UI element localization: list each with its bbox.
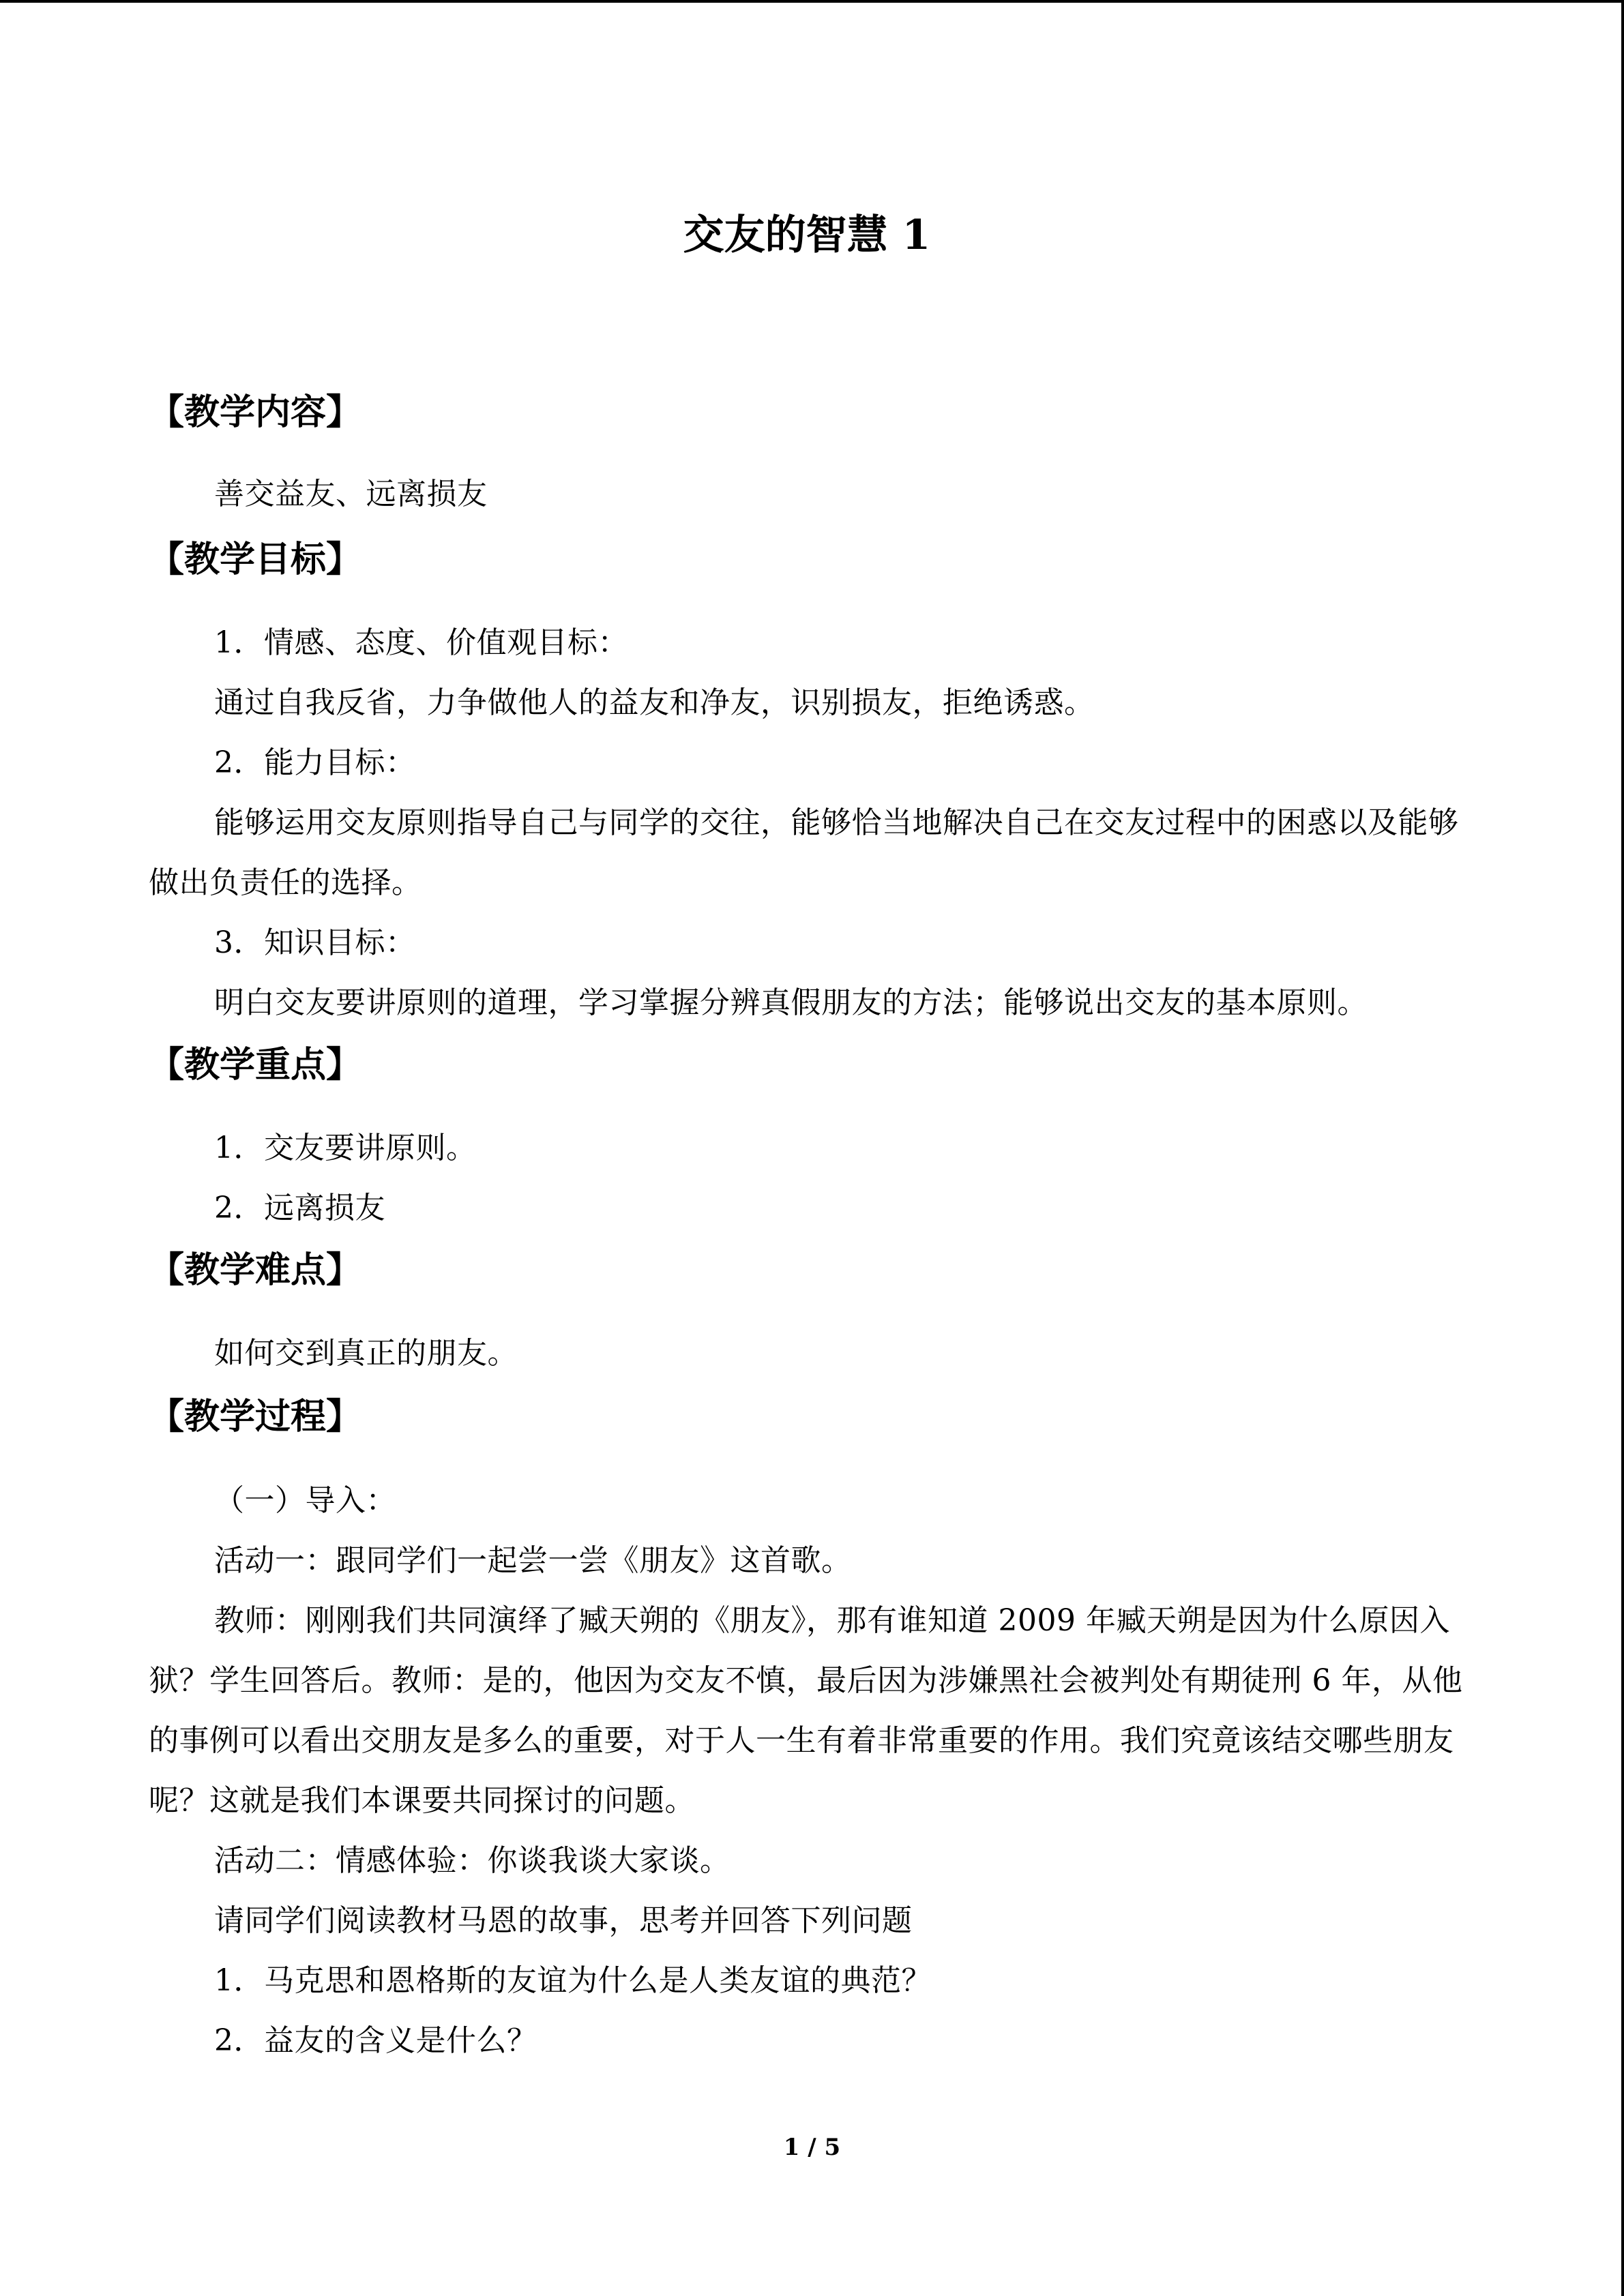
section-paragraph: 1．情感、态度、价值观目标： <box>214 625 628 660</box>
section-heading-objectives: 【教学目标】 <box>149 539 362 580</box>
section-paragraph: 活动一：跟同学们一起尝一尝《朋友》这首歌。 <box>214 1543 852 1578</box>
section-paragraph: 2．益友的含义是什么？ <box>214 2023 537 2058</box>
section-heading-process: 【教学过程】 <box>149 1396 362 1437</box>
section-paragraph: 教师：刚刚我们共同演绎了臧天朔的《朋友》，那有谁知道 2009 年臧天朔是因为什么原因入狱？学生回答后。教师：是的，他因为交友不慎，最后因为涉嫌黑社会被判处有期徒刑 6 年，从他的事例可以看出交朋友是多么的重要，对于人一生有着非常重要的作用。我们究竟该结交哪些朋友呢？这就是我们本课要共同探讨的问题。 <box>149 1603 1463 1818</box>
section-paragraph: 能够运用交友原则指导自己与同学的交往，能够恰当地解决自己在交友过程中的困惑以及能够做出负责任的选择。 <box>149 805 1459 900</box>
document-title: 交友的智慧 1 <box>683 211 931 259</box>
section-paragraph: 请同学们阅读教材马恩的故事，思考并回答下列问题 <box>214 1903 913 1938</box>
page-border-top <box>0 0 1624 3</box>
section-paragraph: （一）导入： <box>214 1483 396 1518</box>
section-paragraph: 2．能力目标： <box>214 745 416 780</box>
section-paragraph: 3．知识目标： <box>214 925 416 960</box>
section-heading-content: 【教学内容】 <box>149 391 362 433</box>
section-heading-difficulties: 【教学难点】 <box>149 1249 362 1291</box>
section-paragraph: 通过自我反省，力争做他人的益友和净友，识别损友，拒绝诱惑。 <box>214 685 1095 720</box>
page-number: 1 / 5 <box>783 2134 841 2161</box>
section-paragraph: 如何交到真正的朋友。 <box>214 1336 518 1371</box>
section-heading-key-points: 【教学重点】 <box>149 1044 362 1086</box>
section-paragraph: 1．马克思和恩格斯的友谊为什么是人类友谊的典范？ <box>214 1963 932 1998</box>
section-paragraph: 1．交友要讲原则。 <box>214 1131 477 1165</box>
section-paragraph: 善交益友、远离损友 <box>214 477 488 511</box>
section-paragraph: 2．远离损友 <box>214 1191 385 1225</box>
page-border-right <box>1621 0 1624 2296</box>
section-paragraph: 活动二：情感体验：你谈我谈大家谈。 <box>214 1843 730 1878</box>
section-paragraph: 明白交友要讲原则的道理，学习掌握分辨真假朋友的方法；能够说出交友的基本原则。 <box>214 985 1368 1020</box>
